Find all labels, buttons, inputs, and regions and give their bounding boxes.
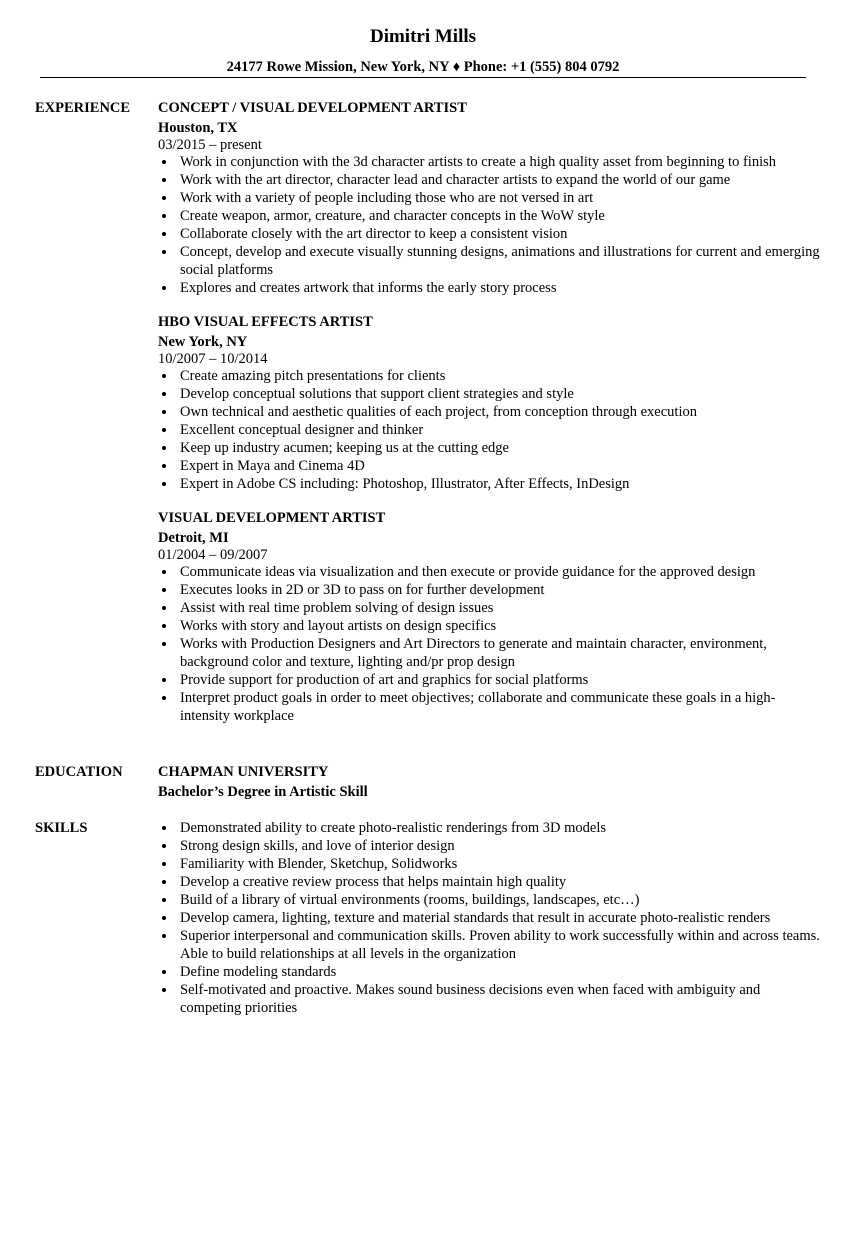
job-bullets [158, 153, 825, 297]
skill-item: Define modeling standards [158, 963, 825, 981]
bullet-item: Own technical and aesthetic qualities of each project, from conception through execution [158, 403, 825, 421]
job-entry [158, 99, 825, 297]
job-title: HBO VISUAL EFFECTS ARTIST [158, 314, 373, 330]
bullet-item: Provide support for production of art and graphics for social platforms [158, 671, 825, 689]
section-label-education: EDUCATION [35, 764, 123, 780]
job-bullets [158, 367, 825, 493]
bullet-item: Explores and creates artwork that informs the early story process [158, 279, 825, 297]
bullet-item: Works with Production Designers and Art Directors to generate and maintain character, environment, background color and texture, lighting and/pr prop design [158, 635, 825, 671]
bullet-item: Works with story and layout artists on design specifics [158, 617, 825, 635]
skill-item: Develop camera, lighting, texture and material standards that result in accurate photo-realistic renders [158, 909, 825, 927]
section-label-experience: EXPERIENCE [35, 100, 131, 116]
job-dates: 01/2004 – 09/2007 [158, 547, 268, 563]
bullet-item: Create weapon, armor, creature, and character concepts in the WoW style [158, 207, 825, 225]
candidate-name: Dimitri Mills [369, 26, 477, 47]
skill-item: Demonstrated ability to create photo-realistic renderings from 3D models [158, 819, 825, 837]
job-entry [158, 509, 825, 725]
bullet-item: Expert in Adobe CS including: Photoshop, Illustrator, After Effects, InDesign [158, 475, 825, 493]
education-entry [158, 763, 825, 801]
job-bullets [158, 563, 825, 725]
bullet-item: Concept, develop and execute visually stunning designs, animations and illustrations for current and emerging social platforms [158, 243, 825, 279]
skill-item: Familiarity with Blender, Sketchup, Solidworks [158, 855, 825, 873]
skills-bullets [158, 819, 825, 1017]
skill-item: Develop a creative review process that helps maintain high quality [158, 873, 825, 891]
job-dates: 10/2007 – 10/2014 [158, 351, 268, 367]
bullet-item: Develop conceptual solutions that support client strategies and style [158, 385, 825, 403]
bullet-item: Communicate ideas via visualization and then execute or provide guidance for the approved design [158, 563, 825, 581]
job-location: Detroit, MI [158, 530, 229, 546]
job-entry [158, 313, 825, 493]
section-label-skills: SKILLS [35, 820, 88, 836]
job-title: CONCEPT / VISUAL DEVELOPMENT ARTIST [158, 100, 467, 116]
job-location: Houston, TX [158, 120, 238, 136]
skill-item: Strong design skills, and love of interior design [158, 837, 825, 855]
job-title: VISUAL DEVELOPMENT ARTIST [158, 510, 386, 526]
skill-item: Self-motivated and proactive. Makes sound business decisions even when faced with ambiguity and competing priorities [158, 981, 825, 1017]
bullet-item: Create amazing pitch presentations for clients [158, 367, 825, 385]
bullet-item: Excellent conceptual designer and thinker [158, 421, 825, 439]
bullet-item: Work with a variety of people including those who are not versed in art [158, 189, 825, 207]
skill-item: Build of a library of virtual environments (rooms, buildings, landscapes, etc…) [158, 891, 825, 909]
bullet-item: Expert in Maya and Cinema 4D [158, 457, 825, 475]
skill-item: Superior interpersonal and communication skills. Proven ability to work successfully within and across teams. Able to build relationships at all levels in the organization [158, 927, 825, 963]
bullet-item: Collaborate closely with the art director to keep a consistent vision [158, 225, 825, 243]
bullet-item: Executes looks in 2D or 3D to pass on for further development [158, 581, 825, 599]
bullet-item: Work with the art director, character lead and character artists to expand the world of our game [158, 171, 825, 189]
experience-list [158, 99, 825, 741]
header-divider [40, 77, 806, 78]
job-location: New York, NY [158, 334, 248, 350]
bullet-item: Assist with real time problem solving of design issues [158, 599, 825, 617]
contact-line: 24177 Rowe Mission, New York, NY ♦ Phone: +1 (555) 804 0792 [226, 59, 620, 75]
job-dates: 03/2015 – present [158, 137, 262, 153]
bullet-item: Work in conjunction with the 3d character artists to create a high quality asset from beginning to finish [158, 153, 825, 171]
education-degree: Bachelor’s Degree in Artistic Skill [158, 784, 368, 800]
bullet-item: Keep up industry acumen; keeping us at the cutting edge [158, 439, 825, 457]
education-school: CHAPMAN UNIVERSITY [158, 764, 329, 780]
skills-list [158, 819, 825, 1017]
bullet-item: Interpret product goals in order to meet objectives; collaborate and communicate these goals in a high-intensity workplace [158, 689, 825, 725]
